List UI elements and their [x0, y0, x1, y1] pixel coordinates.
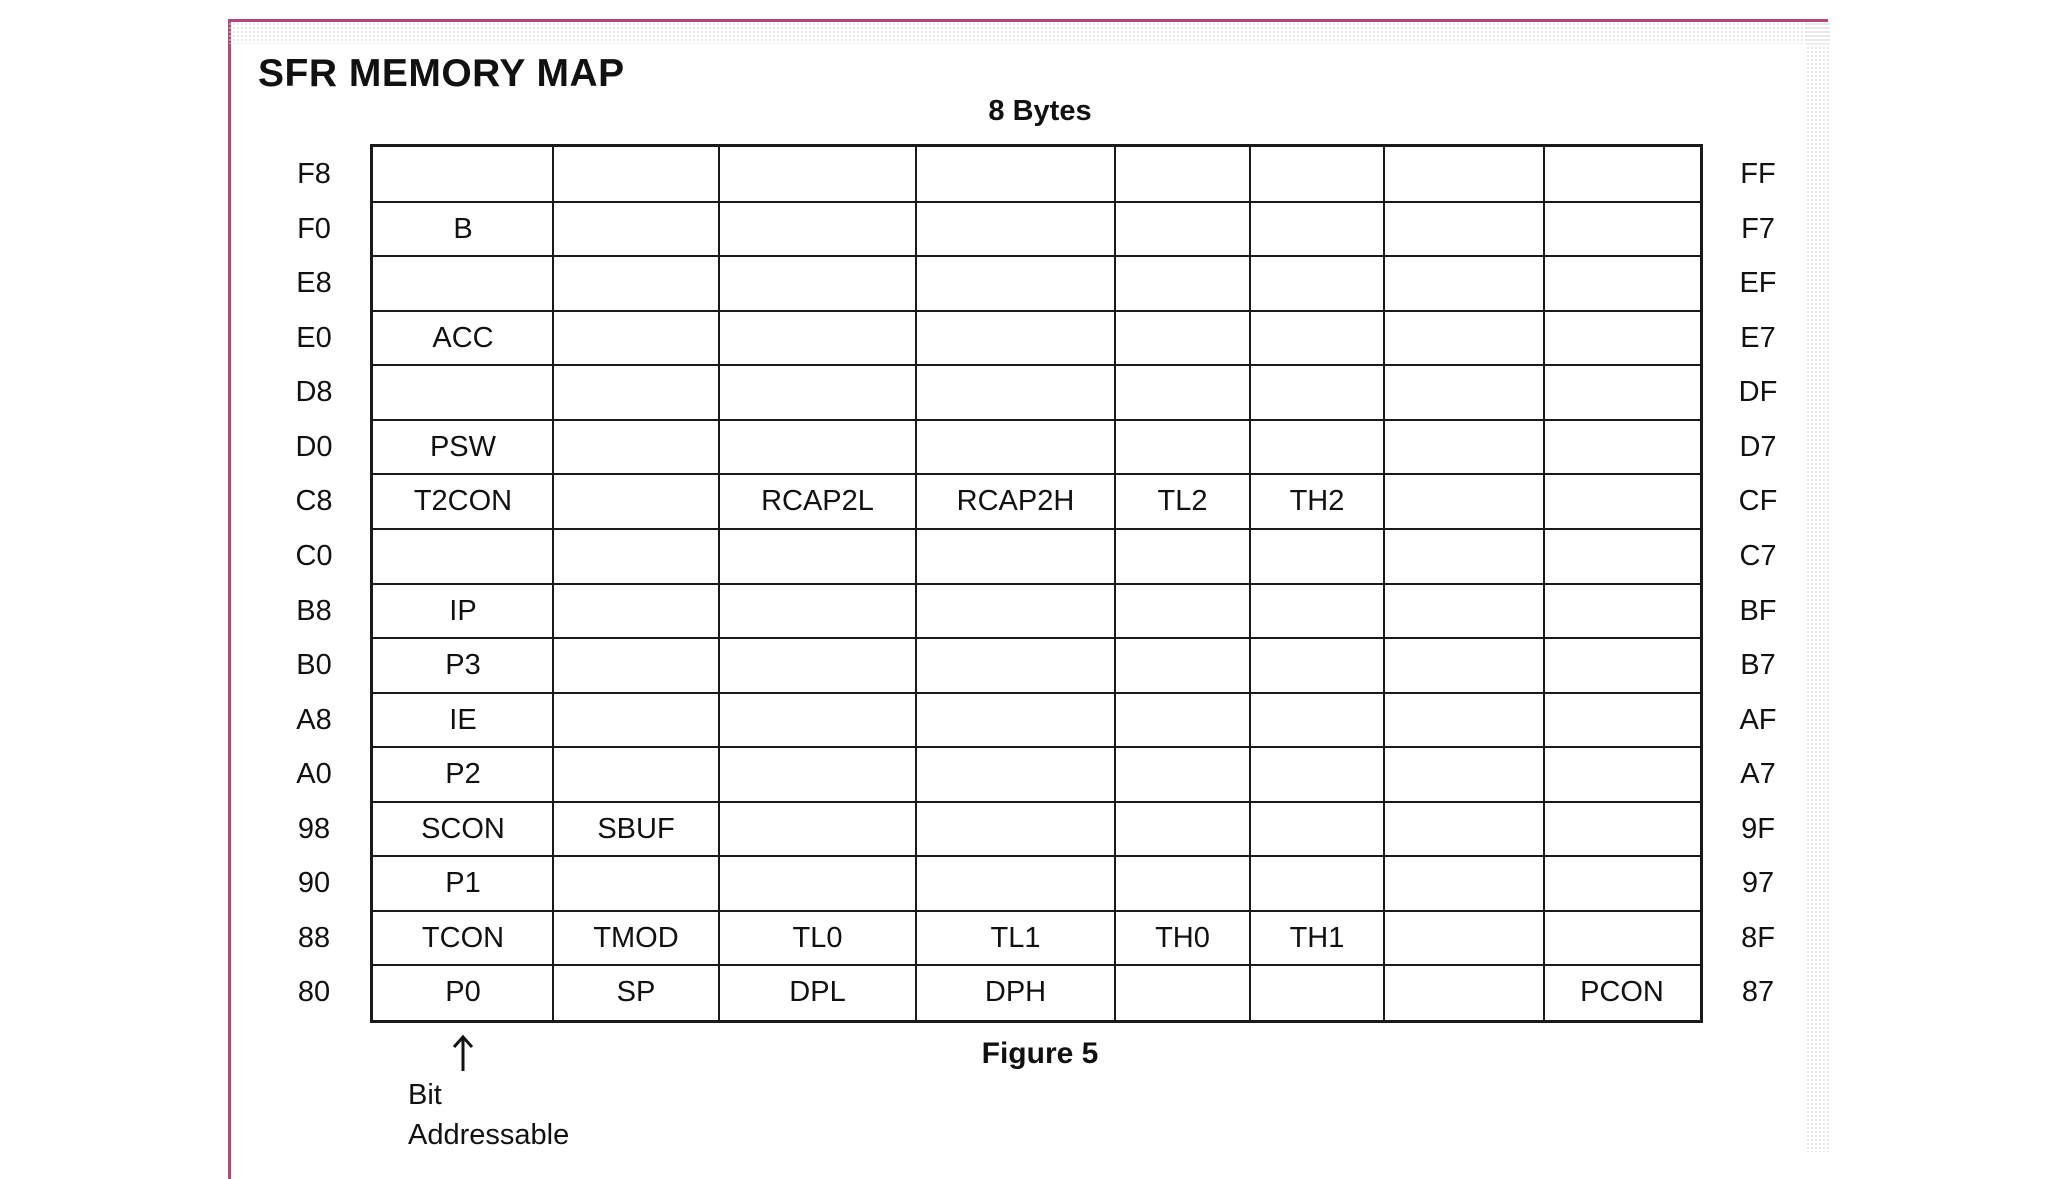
sfr-cell [1544, 802, 1700, 857]
row-end-address: D7 [1739, 430, 1777, 463]
sfr-cell [1544, 747, 1700, 802]
sfr-cell [916, 693, 1115, 748]
sfr-cell [1250, 802, 1384, 857]
sfr-cell [1250, 747, 1384, 802]
sfr-cell [1115, 147, 1250, 202]
sfr-cell [1544, 202, 1700, 257]
sfr-cell [553, 147, 719, 202]
sfr-cell [373, 147, 553, 202]
sfr-cell [1115, 856, 1250, 911]
sfr-cell [916, 256, 1115, 311]
sfr-cell [719, 311, 916, 366]
sfr-cell [719, 693, 916, 748]
sfr-cell: SBUF [597, 812, 675, 845]
sfr-cell: DPL [789, 976, 846, 1009]
sfr-cell [373, 365, 553, 420]
sfr-cell [1115, 584, 1250, 639]
sfr-cell [1384, 693, 1544, 748]
row-end-address: 8F [1741, 921, 1775, 954]
sfr-cell [1384, 802, 1544, 857]
sfr-cell [1250, 638, 1384, 693]
sfr-cell: PCON [1580, 976, 1664, 1009]
sfr-cell [1250, 965, 1384, 1020]
row-start-address: C0 [295, 539, 333, 572]
row-end-address: AF [1739, 703, 1777, 736]
sfr-cell [719, 256, 916, 311]
sfr-cell [1115, 638, 1250, 693]
sfr-cell: P1 [445, 867, 481, 900]
diagram-title: SFR MEMORY MAP [258, 52, 625, 95]
figure-caption: Figure 5 [981, 1037, 1099, 1070]
sfr-cell [916, 747, 1115, 802]
sfr-cell: P0 [445, 976, 481, 1009]
sfr-cell [916, 802, 1115, 857]
bit-addressable-line1: Bit [408, 1079, 442, 1111]
row-end-address: E7 [1740, 321, 1776, 354]
sfr-cell [553, 202, 719, 257]
row-end-address: C7 [1739, 539, 1777, 572]
sfr-cell [553, 584, 719, 639]
sfr-cell [1115, 529, 1250, 584]
sfr-cell [1250, 365, 1384, 420]
sfr-cell [719, 420, 916, 475]
row-end-address: 9F [1741, 812, 1775, 845]
row-end-address: CF [1738, 485, 1778, 518]
sfr-cell: TH2 [1289, 485, 1345, 518]
sfr-cell: TH0 [1155, 921, 1210, 954]
sfr-cell [553, 474, 719, 529]
sfr-cell: TL0 [792, 921, 843, 954]
sfr-cell [1250, 693, 1384, 748]
frame-texture-right [1806, 22, 1830, 1152]
row-start-address: D0 [295, 430, 333, 463]
sfr-cell: B [453, 212, 473, 245]
row-end-address: DF [1738, 376, 1778, 409]
sfr-cell [1250, 256, 1384, 311]
sfr-cell: TL1 [990, 921, 1041, 954]
sfr-cell [1115, 202, 1250, 257]
sfr-cell: RCAP2L [761, 485, 874, 518]
sfr-cell [553, 856, 719, 911]
sfr-cell [1384, 856, 1544, 911]
row-end-address: FF [1740, 158, 1776, 190]
row-end-address: 87 [1741, 976, 1775, 1009]
sfr-cell [1544, 638, 1700, 693]
sfr-cell [1250, 147, 1384, 202]
sfr-cell [1384, 365, 1544, 420]
sfr-cell: IE [449, 703, 477, 736]
sfr-cell [1384, 529, 1544, 584]
sfr-cell [1250, 529, 1384, 584]
row-start-address: D8 [295, 376, 333, 409]
row-start-address: B8 [296, 594, 332, 627]
row-start-address: F0 [297, 212, 331, 245]
row-start-address: A0 [296, 758, 332, 791]
sfr-cell: IP [449, 594, 477, 627]
sfr-cell [373, 529, 553, 584]
bytes-header-label: 8 Bytes [988, 95, 1092, 127]
sfr-cell [1544, 311, 1700, 366]
bit-addressable-line2: Addressable [408, 1119, 570, 1151]
row-start-address: 98 [297, 812, 331, 845]
sfr-cell [1384, 256, 1544, 311]
row-start-address: C8 [295, 485, 333, 518]
row-start-address: 90 [297, 867, 331, 900]
row-start-address: 88 [297, 921, 331, 954]
sfr-cell [1384, 420, 1544, 475]
sfr-cell [1544, 474, 1700, 529]
sfr-cell [553, 420, 719, 475]
sfr-cell [1115, 965, 1250, 1020]
sfr-cell [916, 147, 1115, 202]
sfr-cell [1544, 365, 1700, 420]
sfr-cell [1544, 147, 1700, 202]
sfr-cell [916, 202, 1115, 257]
sfr-cell [553, 311, 719, 366]
sfr-cell [1544, 911, 1700, 966]
row-start-address: E8 [296, 267, 332, 300]
sfr-cell [1115, 693, 1250, 748]
sfr-cell [719, 529, 916, 584]
sfr-cell [1384, 147, 1544, 202]
sfr-cell: PSW [429, 430, 497, 463]
row-end-address: 97 [1741, 867, 1775, 900]
sfr-cell [1250, 202, 1384, 257]
sfr-cell: P2 [445, 758, 481, 791]
sfr-cell [373, 256, 553, 311]
sfr-cell [1544, 420, 1700, 475]
sfr-cell [719, 747, 916, 802]
sfr-cell [553, 365, 719, 420]
sfr-cell [1250, 856, 1384, 911]
sfr-memory-grid [370, 144, 1703, 1023]
sfr-cell [1384, 638, 1544, 693]
sfr-cell [1115, 747, 1250, 802]
sfr-cell [1544, 256, 1700, 311]
sfr-cell: DPH [984, 976, 1047, 1009]
row-start-address: E0 [296, 321, 332, 354]
sfr-cell: SCON [421, 812, 505, 845]
sfr-cell [1115, 256, 1250, 311]
sfr-cell [916, 584, 1115, 639]
sfr-cell: ACC [432, 321, 494, 354]
sfr-cell: TCON [421, 921, 505, 954]
sfr-cell [1384, 202, 1544, 257]
sfr-cell: RCAP2H [956, 485, 1075, 518]
sfr-cell: P3 [445, 649, 481, 682]
sfr-cell [1384, 311, 1544, 366]
sfr-cell: TH1 [1289, 921, 1345, 954]
sfr-cell [553, 693, 719, 748]
sfr-cell [719, 147, 916, 202]
sfr-cell [1384, 747, 1544, 802]
sfr-cell [719, 638, 916, 693]
frame-texture-top [228, 22, 1830, 44]
row-end-address: B7 [1740, 649, 1776, 682]
sfr-cell [1384, 911, 1544, 966]
sfr-cell [916, 365, 1115, 420]
sfr-cell [1544, 529, 1700, 584]
sfr-cell [1384, 474, 1544, 529]
sfr-cell: TL2 [1157, 485, 1208, 518]
sfr-cell [1544, 856, 1700, 911]
row-start-address: F8 [297, 158, 331, 190]
sfr-cell [1115, 802, 1250, 857]
sfr-cell [719, 365, 916, 420]
sfr-cell [719, 856, 916, 911]
sfr-cell [1544, 693, 1700, 748]
sfr-cell [1384, 584, 1544, 639]
sfr-cell [719, 202, 916, 257]
sfr-cell [916, 311, 1115, 366]
row-end-address: BF [1739, 594, 1777, 627]
sfr-cell: T2CON [413, 485, 513, 518]
row-end-address: EF [1739, 267, 1777, 300]
sfr-cell [916, 420, 1115, 475]
row-start-address: B0 [296, 649, 332, 682]
sfr-cell [1115, 420, 1250, 475]
row-start-address: 80 [297, 976, 331, 1009]
sfr-cell [719, 584, 916, 639]
sfr-cell [1250, 584, 1384, 639]
bit-addressable-note [408, 1075, 569, 1155]
sfr-cell [1115, 311, 1250, 366]
sfr-cell [553, 638, 719, 693]
sfr-cell [553, 256, 719, 311]
sfr-cell [916, 638, 1115, 693]
sfr-cell [916, 856, 1115, 911]
row-end-address: A7 [1740, 758, 1776, 791]
sfr-cell [1250, 420, 1384, 475]
sfr-cell [553, 747, 719, 802]
sfr-cell [1250, 311, 1384, 366]
sfr-cell [916, 529, 1115, 584]
sfr-cell [1115, 365, 1250, 420]
sfr-cell: SP [616, 976, 656, 1009]
sfr-cell: TMOD [593, 921, 679, 954]
row-start-address: A8 [296, 703, 332, 736]
sfr-cell [553, 529, 719, 584]
sfr-cell [719, 802, 916, 857]
sfr-cell [1544, 584, 1700, 639]
up-arrow-icon [448, 1033, 478, 1073]
sfr-cell [1384, 965, 1544, 1020]
row-end-address: F7 [1741, 212, 1775, 245]
